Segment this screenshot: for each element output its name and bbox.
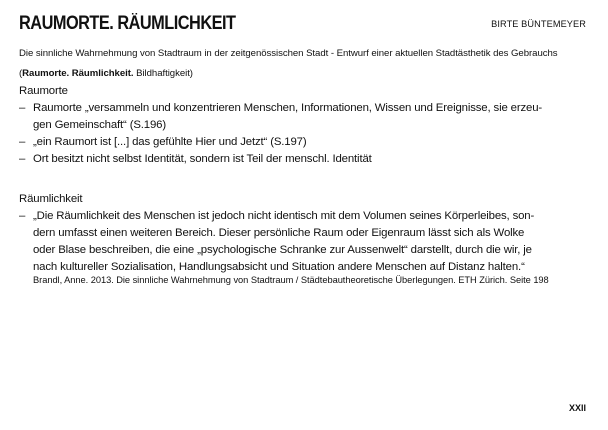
bullet-line: oder Blase beschreiben, die eine „psychologische Schranke zur Aussenwelt“ darstellt, durch die wir, je: [33, 244, 532, 256]
bullet-line: „ein Raumort ist [...] das gefühlte Hier und Jetzt“ (S.197): [33, 136, 307, 148]
section-heading: Räumlichkeit: [19, 193, 83, 205]
section-raumorte: [19, 82, 593, 168]
subtitle-paren-open: (: [19, 68, 23, 79]
section-raeumlichkeit: [19, 190, 593, 286]
bullet-dash: –: [19, 153, 26, 165]
bullet-dash: –: [19, 136, 26, 148]
author-name: BIRTE BÜNTEMEYER: [491, 19, 586, 29]
bullet-item: [19, 100, 593, 134]
citation: Brandl, Anne. 2013. Die sinnliche Wahrnehmung von Stadtraum / Städtebautheoretische Überlegungen. ETH Zürich. Seite 198: [33, 275, 549, 285]
section-heading: Raumorte: [19, 85, 68, 97]
bullet-list: [19, 208, 593, 276]
page-number: XXII: [568, 403, 586, 413]
subtitle-line-1: Die sinnliche Wahrnehmung von Stadtraum in der zeitgenössischen Stadt - Entwurf einer aktuellen Stadtästhetik des Gebrauchs: [19, 48, 558, 59]
bullet-line: Raumorte „versammeln und konzentrieren Menschen, Informationen, Wissen und Ereignisse, sie erzeu-: [33, 102, 543, 114]
bullet-line: nach kultureller Sozialisation, Handlungsabsicht und Situation andere Menschen auf Distanz halten.“: [33, 261, 525, 273]
bullet-line: „Die Räumlichkeit des Menschen ist jedoch nicht identisch mit dem Volumen seines Körperleibes, son-: [33, 210, 535, 222]
bullet-item: [19, 208, 593, 276]
subtitle-line-2: [19, 64, 594, 84]
bullet-item: [19, 151, 593, 168]
page-title: RAUMORTE. RÄUMLICHKEIT: [19, 13, 236, 34]
bullet-dash: –: [19, 102, 26, 114]
bullet-line: Ort besitzt nicht selbst Identität, sondern ist Teil der menschl. Identität: [33, 153, 372, 165]
bullet-line: dern umfasst einen weiteren Bereich. Dieser persönliche Raum oder Eigenraum lässt sich als Wolke: [33, 227, 525, 239]
bullet-line: gen Gemeinschaft“ (S.196): [33, 119, 167, 131]
subtitle-bold-part: Raumorte. Räumlichkeit.: [22, 68, 134, 79]
subtitle-rest: Bildhaftigkeit): [133, 68, 193, 79]
bullet-list: [19, 100, 593, 168]
subtitle: [19, 44, 594, 84]
bullet-item: [19, 134, 593, 151]
bullet-dash: –: [19, 210, 26, 222]
